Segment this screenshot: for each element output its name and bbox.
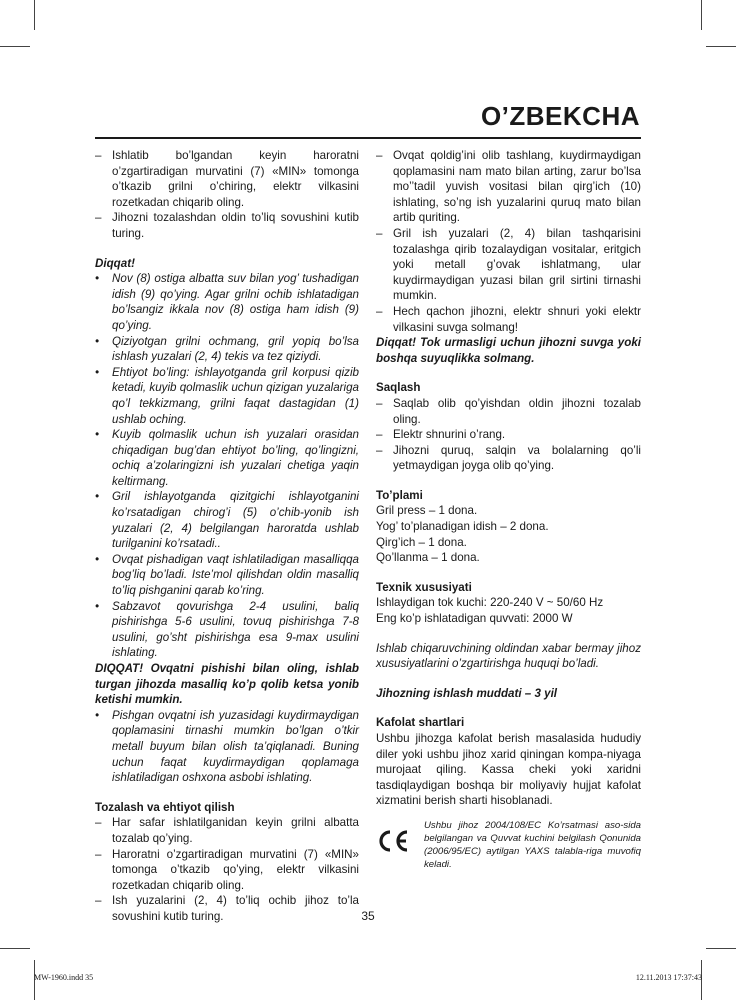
list-item: – Jihozni tozalashdan oldin to’liq sovushini kutib turing. — [95, 211, 359, 240]
specs-line: Ishlaydigan tok kuchi: 220-240 V ~ 50/60 Hz — [376, 596, 604, 610]
left-column — [95, 148, 359, 925]
title-rule — [95, 137, 641, 139]
shock-warning: Diqqat! Tok urmasligi uchun jihozni suvga yoki boshqa suyuqlikka solmang. — [376, 336, 641, 365]
list-item: – Har safar ishlatilganidan keyin grilni albatta tozalab qo’ying. — [95, 816, 359, 845]
bold-warning: DIQQAT! Ovqatni pishishi bilan oling, ishlab turgan jihozda masalliq ko’p qolib ketsa yonib ketishi mumkin. — [95, 662, 359, 707]
list-item: • Nov (8) ostiga albatta suv bilan yog’ tushadigan idish (9) qo’ying. Agar grilni ochib ishlatadigan bo’lsangiz ikkala nov (8) ostiga ham idish (9) qo’ying. — [95, 272, 359, 332]
list-item: – Elektr shnurini o’rang. — [376, 428, 506, 442]
right-column — [376, 148, 641, 871]
page-number: 35 — [361, 909, 375, 923]
storage-heading: Saqlash — [376, 381, 421, 395]
footer-file: MW-1960.indd 35 — [34, 973, 94, 982]
set-line: Gril press – 1 dona. — [376, 504, 478, 518]
warranty-heading: Kafolat shartlari — [376, 716, 465, 730]
set-line: Qirg’ich – 1 dona. — [376, 535, 467, 549]
ce-mark-icon — [376, 819, 418, 858]
list-item: – Ovqat qoldig’ini olib tashlang, kuydirmaydigan qoplamasini nam mato bilan arting, zarur bo’lsa mo’’tadil yuvish vositasi bilan qirg’ich (10) ishlating, so’ng ish yuzalarini quruq mato bilan artib quriting. — [376, 149, 641, 225]
list-item: • Kuyib qolmaslik uchun ish yuzalari orasidan chiqadigan bug’dan ehtiyot bo’ling, qo’lingizni, ochiq a’zolaringizni ish yuzalari chetiga yaqin keltirmang. — [95, 428, 359, 488]
crop-mark — [0, 948, 30, 949]
manufacturer-note: Ishlab chiqaruvchining oldindan xabar bermay jihoz xususiyatlarini o’zgartirishga huquqi bo’ladi. — [376, 641, 641, 671]
crop-mark — [34, 0, 35, 30]
language-title: O’ZBEKCHA — [480, 101, 640, 131]
footer-timestamp: 12.11.2013 17:37:43 — [635, 973, 702, 982]
list-item: • Ehtiyot bo’ling: ishlayotganda gril korpusi qizib ketadi, kuyib qolmaslik uchun qizigan yuzalariga qo’l tekkizmang, grilni faqat dastagidan (1) ushlab oching. — [95, 365, 359, 426]
ce-block — [376, 819, 641, 871]
cleaning-heading: Tozalash va ehtiyot qilish — [95, 800, 235, 814]
specs-line: Eng ko’p ishlatadigan quvvati: 2000 W — [376, 612, 573, 626]
specs-heading: Texnik xususiyati — [376, 580, 472, 594]
attention-heading: Diqqat! — [95, 256, 135, 270]
warranty-text: Ushbu jihozga kafolat berish masalasida hududiy diler yoki ushbu jihoz xarid qiningan kompa-niyaga murojaat qiling. Kassa cheki yoki xaridni tasdiqlaydigan boshqa bir moliyaviy hujjat kafolat xizmatini berish sharti hisoblanadi. — [376, 732, 641, 808]
list-item: • Qiziyotgan grilni ochmang, gril yopiq bo’lsa ishlash yuzalari (2, 4) tekis va tez qiziydi. — [95, 334, 359, 364]
list-item: • Ovqat pishadigan vaqt ishlatiladigan masalliqqa bog’liq bo’ladi. Iste’mol qilishdan oldin masalliq to’liq pishganini qarab ko’ring. — [95, 552, 359, 598]
list-item: – Haroratni o’zgartiradigan murvatini (7) «MIN» tomonga o’tkazib qo’ying, elektr vilkasini rozetkadan chiqarib oling. — [95, 847, 359, 892]
crop-mark — [701, 0, 702, 30]
list-item: • Pishgan ovqatni ish yuzasidagi kuydirmaydigan qoplamasini tirnashi mumkin bo’lgan o’tkir metall buyum bilan olish ta’qiqlanadi. Buning uchun faqat kuydirmaydigan qoplamaga ishlatiladigan oshxona asbobi ishlating. — [95, 708, 359, 785]
ce-compliance-text: Ushbu jihoz 2004/108/EC Ko’rsatmasi aso-sida belgilangan va Quvvat kuchini belgilash Qonunida (2006/95/EC) aytilgan YAXS talabla-riga muvofiq keladi. — [424, 819, 641, 870]
crop-mark — [706, 948, 736, 949]
set-line: Yog’ to’planadigan idish – 2 dona. — [376, 520, 549, 534]
set-line: Qo’llanma – 1 dona. — [376, 551, 480, 565]
list-item: – Ishlatib bo’lgandan keyin haroratni o’zgartiradigan murvatini (7) «MIN» tomonga o’tkazib grilni o’chiring, elektr vilkasini rozetkadan chiqarib oling. — [95, 149, 359, 209]
crop-mark — [0, 46, 30, 47]
list-item: – Ish yuzalarini (2, 4) to’liq ochib jihoz to’la sovushini kutib turing. — [95, 894, 359, 923]
list-item: – Hech qachon jihozni, elektr shnuri yoki elektr vilkasini suvga solmang! — [376, 304, 641, 334]
service-life: Jihozning ishlash muddati – 3 yil — [376, 686, 558, 700]
list-item: – Gril ish yuzalari (2, 4) bilan tashqarisini tozalashga qirib tozalaydigan vositalar, eritgich yoki metall g’ovak ishlatmang, ular kuydirmaydigan yuzasi bilan gril sirtini tirnashi mumkin. — [376, 226, 641, 303]
set-heading: To’plami — [376, 488, 423, 502]
list-item: – Saqlab olib qo’yishdan oldin jihozni tozalab oling. — [376, 396, 641, 426]
list-item: • Sabzavot qovurishga 2-4 usulini, baliq pishirishga 5-6 usulini, tovuq pishirishga 7-8 usulini, go’sht pishirishga esa 9-max usulini ishlating. — [95, 599, 359, 660]
list-item: – Jihozni quruq, salqin va bolalarning qo’li yetmaydigan joyga olib qo’ying. — [376, 443, 641, 473]
crop-mark — [706, 46, 736, 47]
list-item: • Gril ishlayotganda qizitgichi ishlayotganini ko’rsatadigan chirog’i (5) o’chib-yonib ish yuzalari (2, 4) belgilangan haroratda ushlab turilganini ko’rsatadi.. — [95, 490, 359, 551]
